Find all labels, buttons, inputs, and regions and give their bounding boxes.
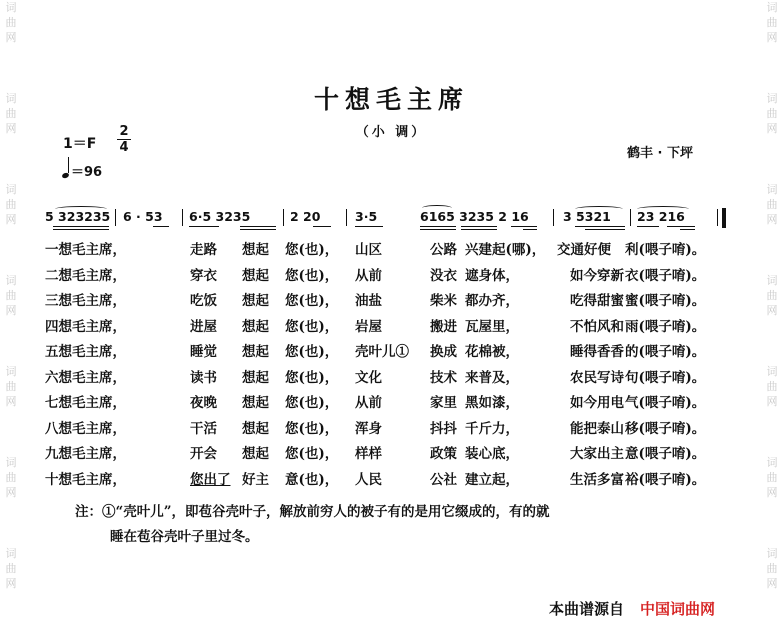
song-title: 十想毛主席: [313, 85, 469, 114]
footnote-line-1: 注：①“壳叶儿”，即苞谷壳叶子，解放前穷人的被子有的是用它缀成的，有的就: [75, 504, 550, 520]
tempo-marking: [62, 160, 102, 180]
key-signature: 1＝F: [63, 136, 97, 152]
time-signature: [117, 124, 131, 155]
watermark-left: 词 曲 网 词 曲 网 词 曲 网 词 曲 网 词 曲 网 词 曲 网 词 曲 网: [5, 1, 17, 590]
notation-measure: 6165 3235 2 16: [420, 209, 529, 224]
watermark-right: 词 曲 网 词 曲 网 词 曲 网 词 曲 网 词 曲 网 词 曲 网 词 曲 网: [766, 1, 778, 590]
source-site-link[interactable]: 中国词曲网: [640, 600, 716, 618]
notation-measure: 3 5321: [563, 209, 611, 224]
notation-measure: 2 20: [290, 209, 321, 224]
notation-measure: 23 216: [637, 209, 685, 224]
notation-measure: 6 · 53: [123, 209, 163, 224]
song-subtitle: （小 调）: [355, 125, 428, 140]
notation-line: [45, 207, 730, 237]
footnote-line-2: 睡在苞谷壳叶子里过冬。: [110, 529, 259, 545]
notation-measure: 3·5: [355, 209, 378, 224]
source-label: 本曲谱源自: [549, 600, 625, 618]
song-author: 鹤丰 · 下坪: [627, 146, 693, 161]
quarter-note-icon: [61, 172, 69, 179]
time-sig-bottom: 4: [117, 139, 131, 155]
tempo-value: ＝96: [71, 165, 103, 180]
time-sig-top: 2: [119, 124, 129, 139]
source-credit: [549, 598, 715, 619]
notation-measure: 6·5 3235: [189, 209, 251, 224]
notation-measure: 5 323235: [45, 209, 111, 224]
